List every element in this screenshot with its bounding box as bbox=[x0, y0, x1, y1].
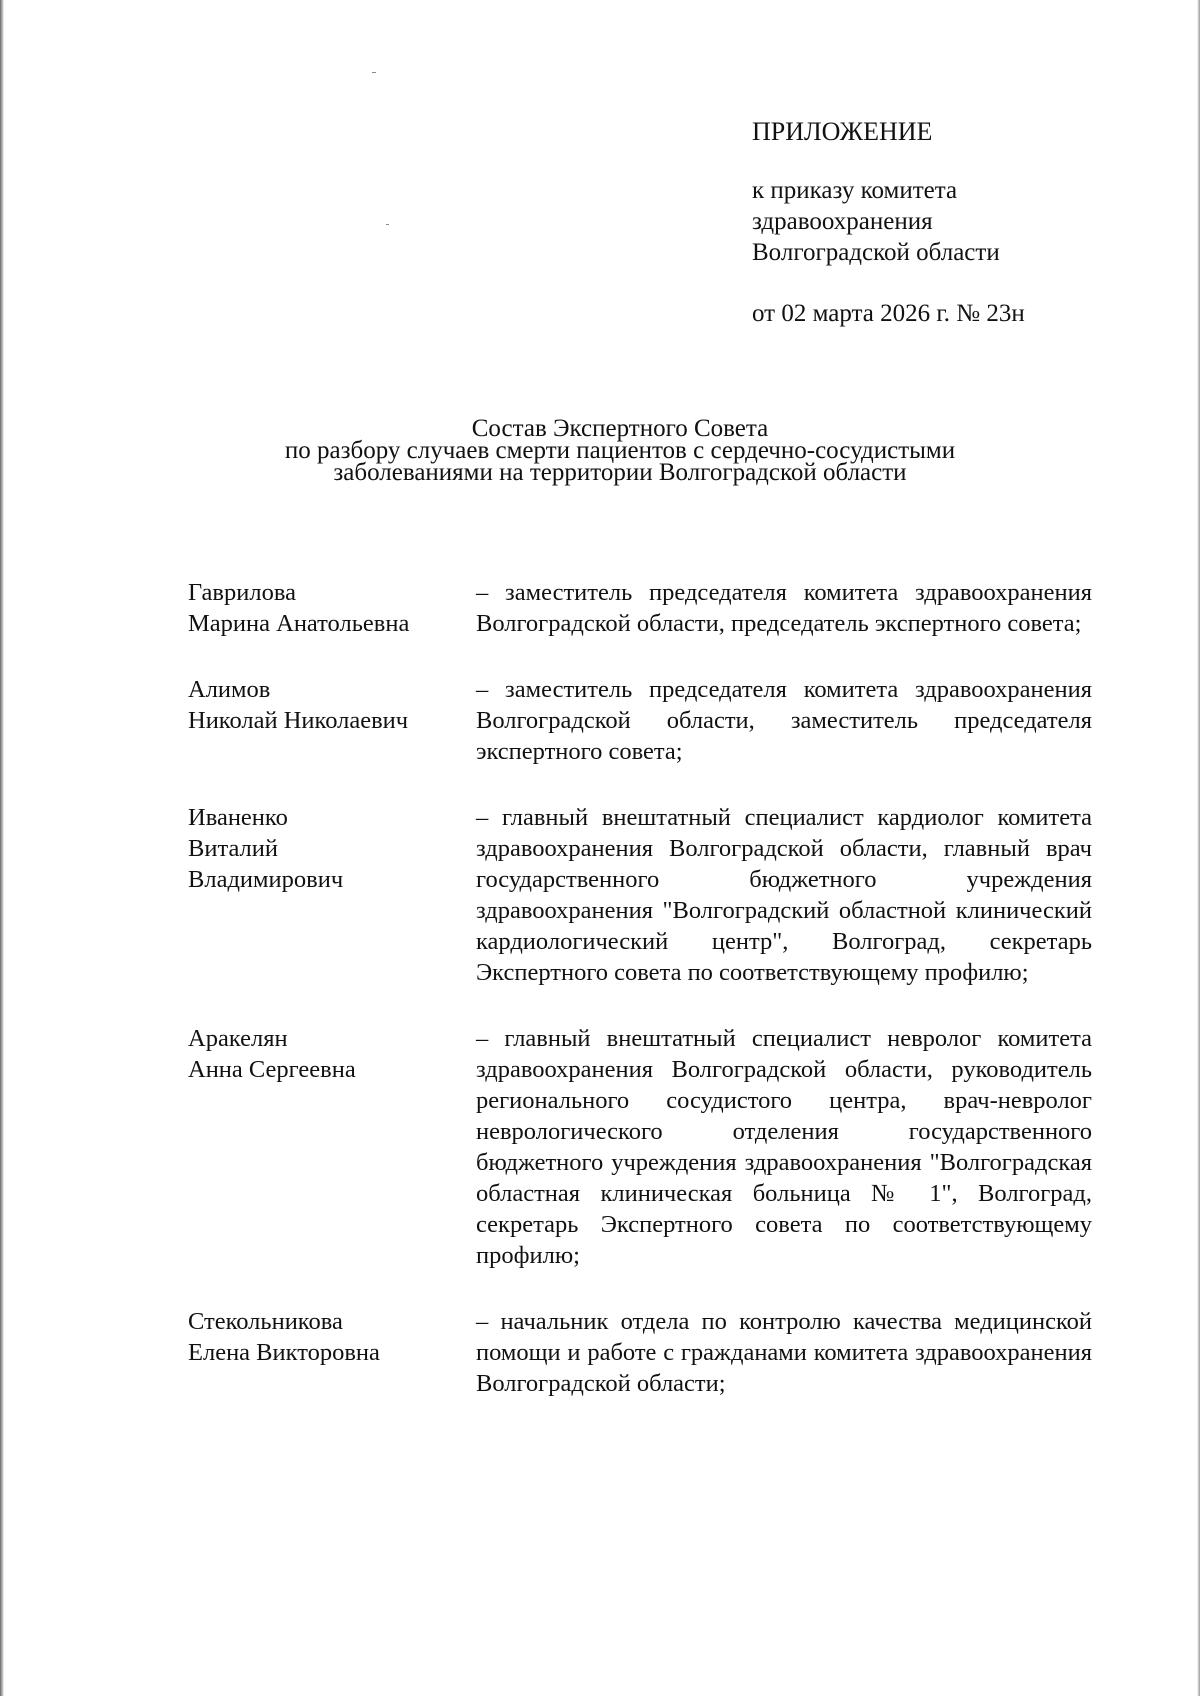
member-role: – заместитель председателя комитета здравоохранения Волгоградской области, заместитель председателя экспертного совета; bbox=[476, 676, 1092, 765]
appendix-header bbox=[752, 116, 1152, 329]
scan-speck bbox=[386, 224, 389, 225]
member-name-line: Стекольникова bbox=[188, 1308, 343, 1335]
member-name-line: Алимов bbox=[188, 676, 271, 703]
heading-line: по разбору случаев смерти пациентов с сердечно-сосудистыми bbox=[284, 437, 956, 464]
member-row bbox=[188, 674, 1092, 767]
order-date: от 02 марта 2026 г. № 23н bbox=[752, 300, 1025, 327]
scan-edge-left bbox=[0, 0, 4, 1696]
member-row bbox=[188, 577, 1092, 639]
member-name-line: Владимирович bbox=[188, 866, 344, 893]
heading-line: заболеваниями на территории Волгоградской области bbox=[333, 459, 907, 486]
document-heading bbox=[200, 415, 1040, 486]
member-name bbox=[188, 802, 476, 988]
member-row bbox=[188, 802, 1092, 988]
member-name bbox=[188, 674, 476, 767]
header-line: здравоохранения bbox=[752, 208, 933, 235]
member-row bbox=[188, 1023, 1092, 1271]
member-role: – начальник отдела по контролю качества медицинской помощи и работе с гражданами комитета здравоохранения Волгоградской области; bbox=[476, 1308, 1092, 1397]
member-name bbox=[188, 577, 476, 639]
header-line: к приказу комитета bbox=[752, 177, 958, 204]
member-name-line: Виталий bbox=[188, 835, 278, 862]
appendix-title: ПРИЛОЖЕНИЕ bbox=[752, 117, 933, 146]
member-role: – заместитель председателя комитета здравоохранения Волгоградской области, председатель экспертного совета; bbox=[476, 579, 1092, 637]
scan-speck bbox=[372, 72, 376, 73]
heading-line: Состав Экспертного Совета bbox=[471, 415, 769, 442]
member-name-line: Марина Анатольевна bbox=[188, 610, 410, 637]
member-name-line: Гаврилова bbox=[188, 579, 296, 606]
member-name bbox=[188, 1023, 476, 1271]
header-line: Волгоградской области bbox=[752, 239, 1000, 266]
member-row bbox=[188, 1306, 1092, 1399]
member-name-line: Елена Викторовна bbox=[188, 1339, 380, 1366]
member-name-line: Аракелян bbox=[188, 1025, 288, 1052]
member-role: – главный внештатный специалист кардиолог комитета здравоохранения Волгоградской области, главный врач государственного бюджетного учреждения здравоохранения "Волгоградский областной клинический кардиологический центр", Волгоград, секретарь Экспертного совета по соответствующему профилю; bbox=[476, 804, 1092, 986]
members-list bbox=[188, 577, 1092, 1434]
member-name bbox=[188, 1306, 476, 1399]
member-name-line: Анна Сергеевна bbox=[188, 1056, 356, 1083]
member-role: – главный внештатный специалист невролог комитета здравоохранения Волгоградской области, руководитель регионального сосудистого центра, врач-невролог неврологического отделения государственного бюджетного учреждения здравоохранения "Волгоградская областная клиническая больница № 1", Волгоград, секретарь Экспертного совета по соответствующему профилю; bbox=[476, 1025, 1092, 1269]
member-name-line: Николай Николаевич bbox=[188, 707, 409, 734]
member-name-line: Иваненко bbox=[188, 804, 288, 831]
